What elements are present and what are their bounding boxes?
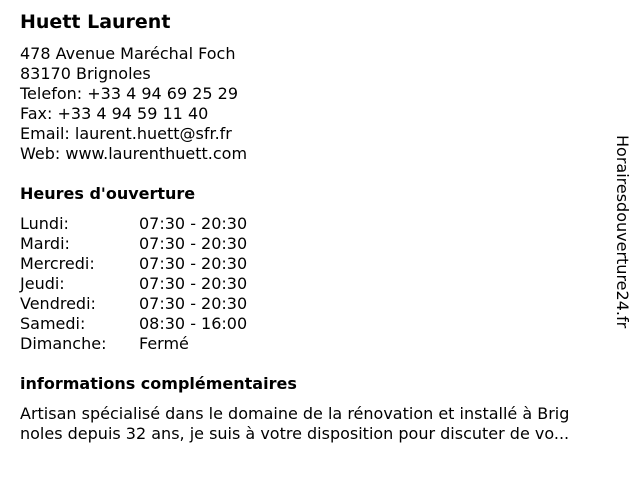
hours-row-wednesday <box>20 254 300 274</box>
hours-time: 07:30 - 20:30 <box>139 274 248 293</box>
hours-time: 07:30 - 20:30 <box>139 294 248 313</box>
hours-time: Fermé <box>139 334 189 353</box>
hours-day: Vendredi: <box>20 294 96 313</box>
hours-day: Mercredi: <box>20 254 95 273</box>
hours-time: 07:30 - 20:30 <box>139 214 248 233</box>
hours-day: Jeudi: <box>20 274 65 293</box>
email-address: Email: laurent.huett@sfr.fr <box>20 124 232 143</box>
additional-info-heading: informations complémentaires <box>20 374 297 393</box>
hours-day: Lundi: <box>20 214 69 233</box>
opening-hours-table <box>20 214 300 354</box>
watermark <box>612 135 632 370</box>
hours-time: 08:30 - 16:00 <box>139 314 248 333</box>
additional-info-line: noles depuis 32 ans, je suis à votre disposition pour discuter de vo... <box>20 424 570 443</box>
fax-number: Fax: +33 4 94 59 11 40 <box>20 104 209 123</box>
website-url: Web: www.laurenthuett.com <box>20 144 248 163</box>
hours-day: Dimanche: <box>20 334 107 353</box>
hours-row-saturday <box>20 314 300 334</box>
hours-row-friday <box>20 294 300 314</box>
hours-row-thursday <box>20 274 300 294</box>
hours-row-monday <box>20 214 300 234</box>
hours-day: Samedi: <box>20 314 86 333</box>
phone-number: Telefon: +33 4 94 69 25 29 <box>20 84 239 103</box>
hours-day: Mardi: <box>20 234 70 253</box>
business-name: Huett Laurent <box>20 11 171 33</box>
address-line-city: 83170 Brignoles <box>20 64 151 83</box>
hours-row-sunday <box>20 334 300 354</box>
address-line-street: 478 Avenue Maréchal Foch <box>20 44 236 63</box>
additional-info-line: Artisan spécialisé dans le domaine de la rénovation et installé à Brig <box>20 404 570 423</box>
additional-info-text <box>20 404 625 444</box>
hours-time: 07:30 - 20:30 <box>139 234 248 253</box>
opening-hours-heading: Heures d'ouverture <box>20 184 196 203</box>
contact-block <box>20 44 247 164</box>
hours-row-tuesday <box>20 234 300 254</box>
watermark-text: Horairesdouverture24.fr <box>613 135 632 329</box>
hours-time: 07:30 - 20:30 <box>139 254 248 273</box>
